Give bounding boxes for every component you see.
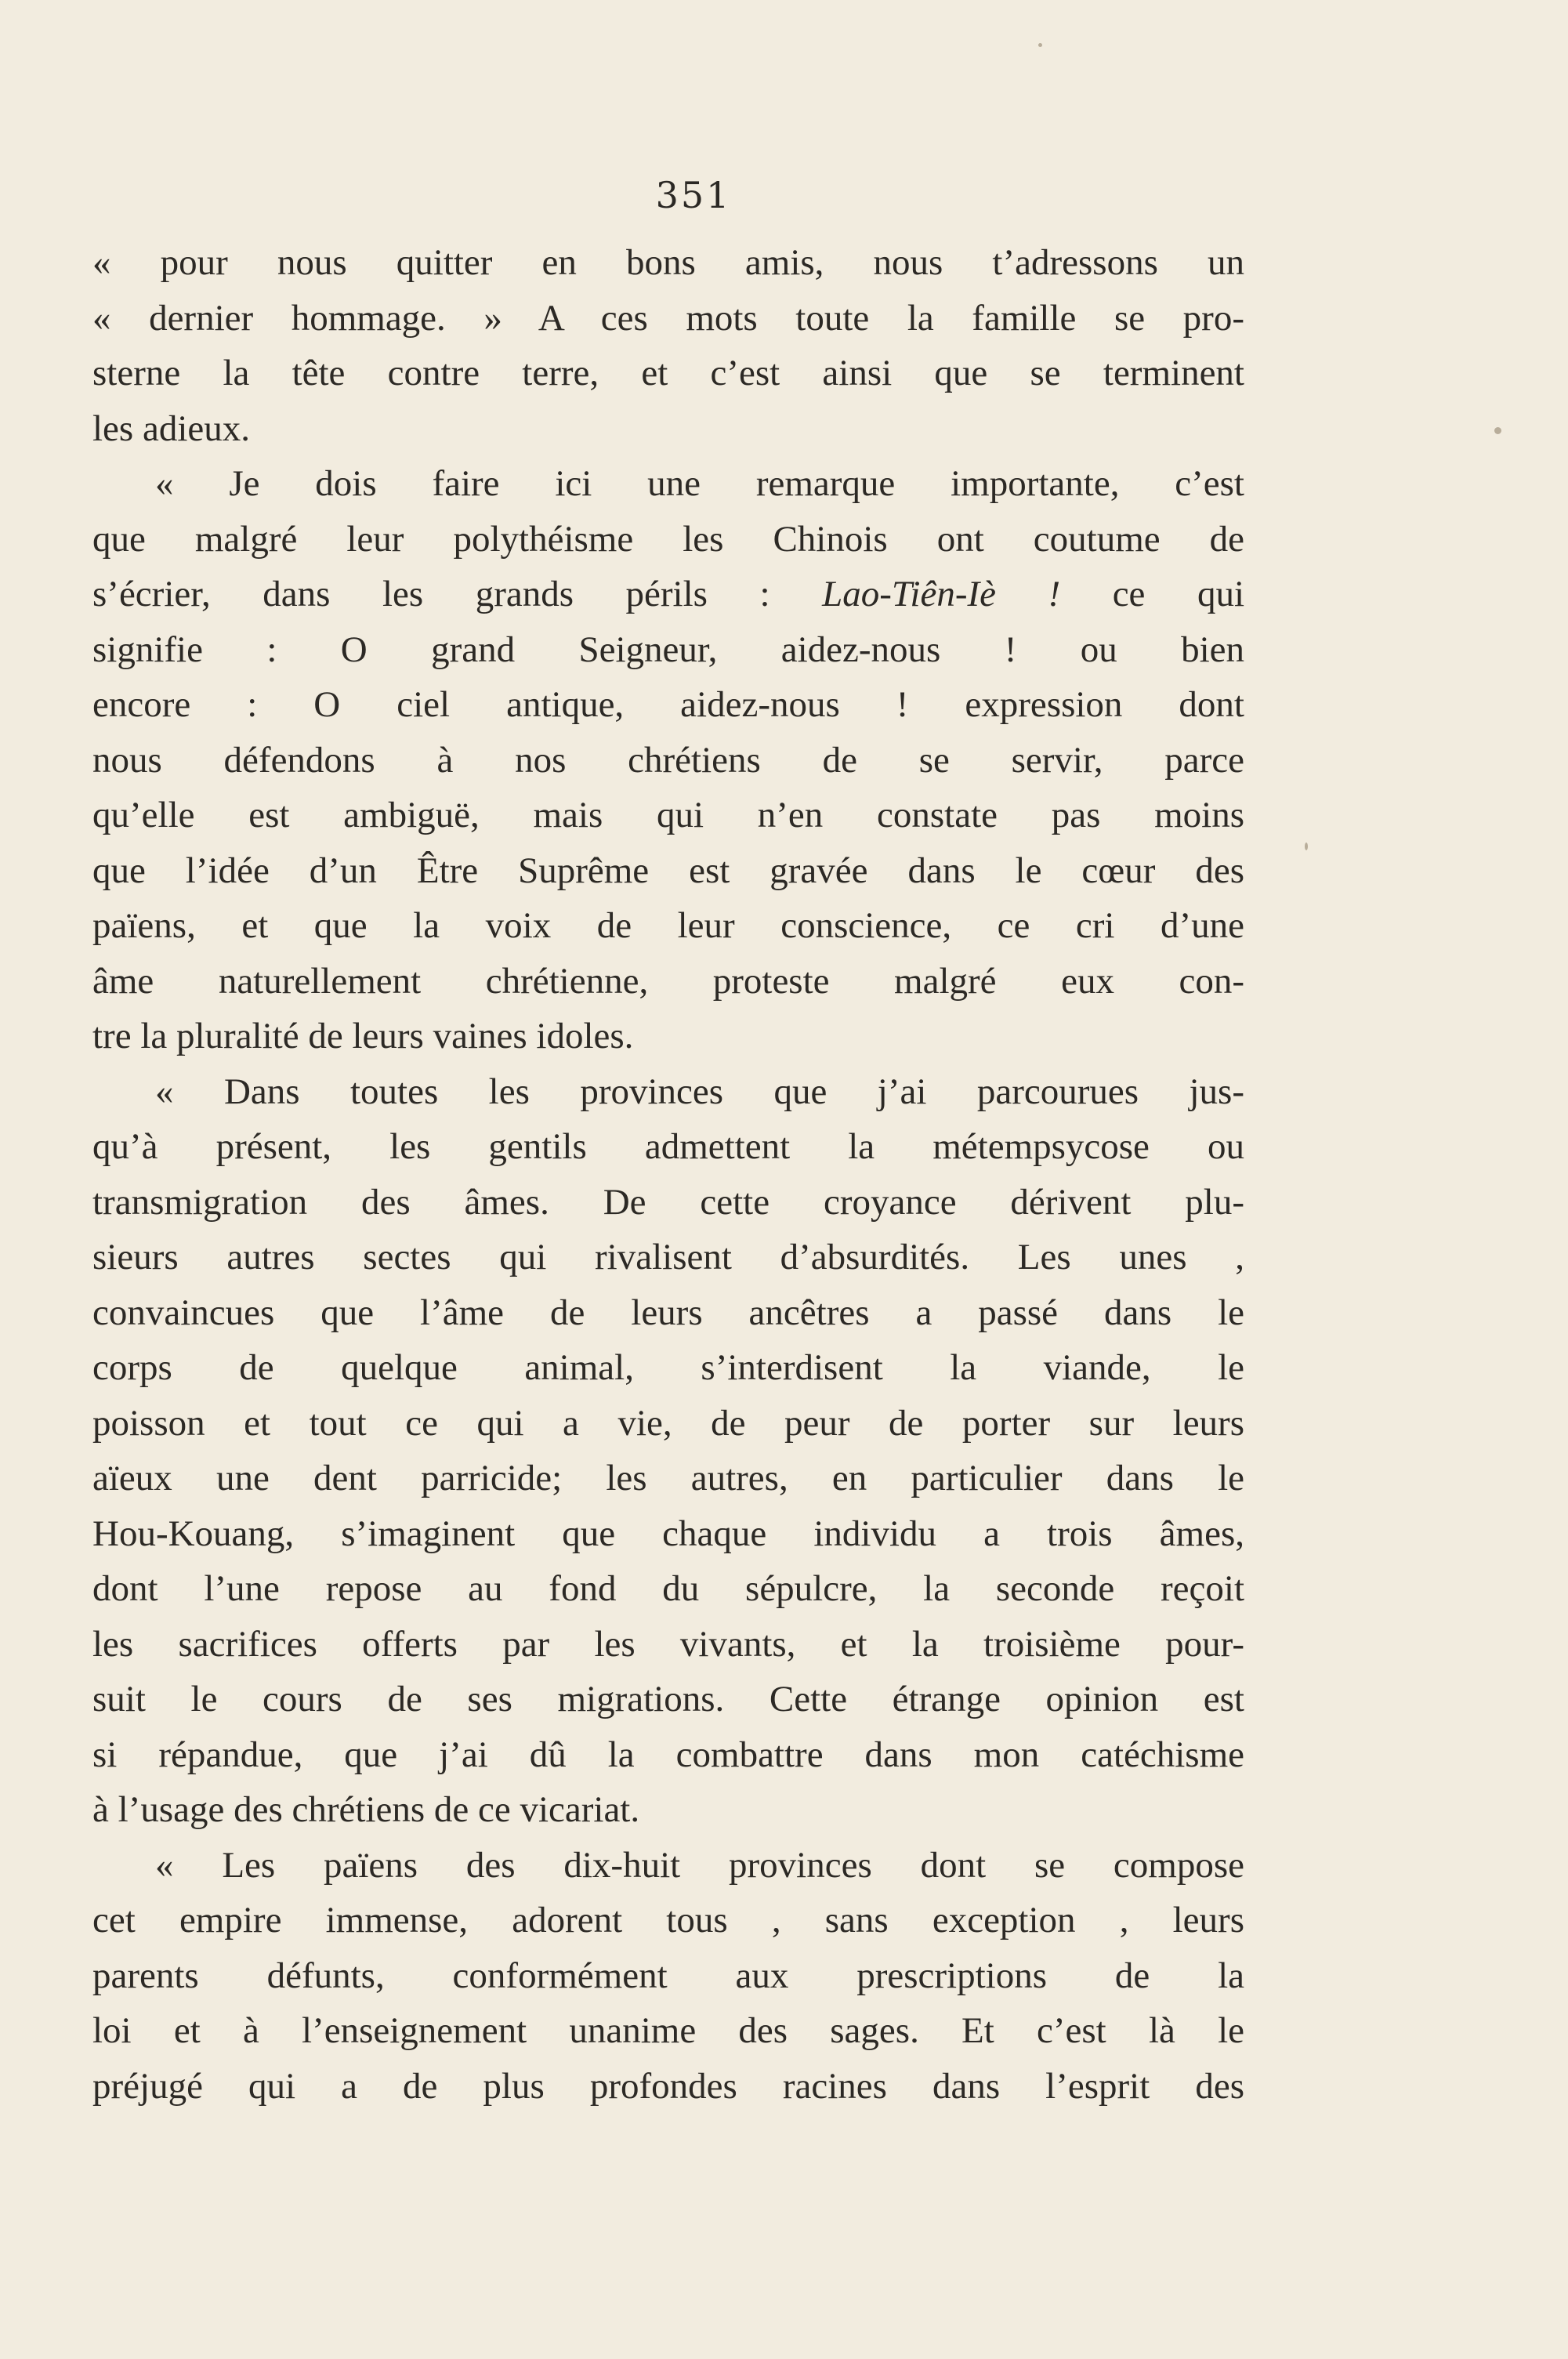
text-line: à l’usage des chrétiens de ce vicariat. — [92, 1789, 640, 1830]
text-line: tre la pluralité de leurs vaines idoles. — [92, 1016, 634, 1056]
text-line: âme naturellement chrétienne, proteste malgré eux con- — [92, 960, 1244, 1002]
text-line: corps de quelque animal, s’interdisent la viande, le — [92, 1347, 1244, 1388]
text-line: les sacrifices offerts par les vivants, et la troisième pour- — [92, 1623, 1244, 1665]
text-line: cet empire immense, adorent tous , sans exception , leurs — [92, 1900, 1244, 1940]
paragraph-start-line: « Les païens des dix-huit provinces dont se compose — [155, 1844, 1244, 1886]
text-line: sterne la tête contre terre, et c’est ainsi que se terminent — [92, 353, 1244, 393]
text-line: loi et à l’enseignement unanime des sages. Et c’est là le — [92, 2010, 1244, 2051]
text-line: nous défendons à nos chrétiens de se servir, parce — [92, 739, 1244, 781]
paragraph-start-line: « Dans toutes les provinces que j’ai parcourues jus- — [155, 1071, 1244, 1112]
text-line: signifie : O grand Seigneur, aidez-nous ! ou bien — [92, 629, 1244, 670]
text-line: transmigration des âmes. De cette croyance dérivent plu- — [92, 1181, 1244, 1223]
line-segment: s’écrier, dans les grands périls : — [92, 574, 823, 614]
text-line: « pour nous quitter en bons amis, nous t’adressons un — [92, 242, 1244, 283]
paragraph-start-line: « Je dois faire ici une remarque importante, c’est — [155, 463, 1244, 504]
text-line: dont l’une repose au fond du sépulcre, la seconde reçoit — [92, 1568, 1244, 1609]
text-line: sieurs autres sectes qui rivalisent d’absurdités. Les unes , — [92, 1237, 1244, 1277]
text-line: aïeux une dent parricide; les autres, en particulier dans le — [92, 1458, 1244, 1498]
text-line: que l’idée d’un Être Suprême est gravée dans le cœur des — [92, 850, 1244, 891]
text-line: « dernier hommage. » A ces mots toute la famille se pro- — [92, 297, 1244, 339]
paper-speck — [1305, 842, 1308, 850]
text-line — [92, 567, 1244, 622]
text-line: Hou-Kouang, s’imaginent que chaque individu a trois âmes, — [92, 1513, 1244, 1554]
text-line: païens, et que la voix de leur conscience, ce cri d’une — [92, 905, 1244, 946]
text-line: préjugé qui a de plus profondes racines dans l’esprit des — [92, 2065, 1244, 2107]
text-line: convaincues que l’âme de leurs ancêtres a passé dans le — [92, 1292, 1244, 1333]
text-line: parents défunts, conformément aux prescriptions de la — [92, 1955, 1244, 1996]
page-number: 351 — [655, 174, 732, 216]
paper-speck — [1494, 427, 1501, 434]
text-line: si répandue, que j’ai dû la combattre dans mon catéchisme — [92, 1734, 1244, 1775]
text-line: qu’à présent, les gentils admettent la métempsycose ou — [92, 1126, 1244, 1167]
text-line: que malgré leur polythéisme les Chinois ont coutume de — [92, 518, 1244, 560]
text-line: poisson et tout ce qui a vie, de peur de porter sur leurs — [92, 1402, 1244, 1444]
text-line: suit le cours de ses migrations. Cette étrange opinion est — [92, 1679, 1244, 1719]
italic-phrase: Lao-Tiên-Iè ! — [822, 574, 1061, 614]
text-line: qu’elle est ambiguë, mais qui n’en constate pas moins — [92, 795, 1244, 835]
line-segment: ce qui — [1060, 574, 1244, 614]
text-line: encore : O ciel antique, aidez-nous ! expression dont — [92, 684, 1244, 725]
paper-speck — [1038, 43, 1042, 47]
text-line: les adieux. — [92, 408, 250, 449]
body-text — [92, 235, 1244, 2114]
